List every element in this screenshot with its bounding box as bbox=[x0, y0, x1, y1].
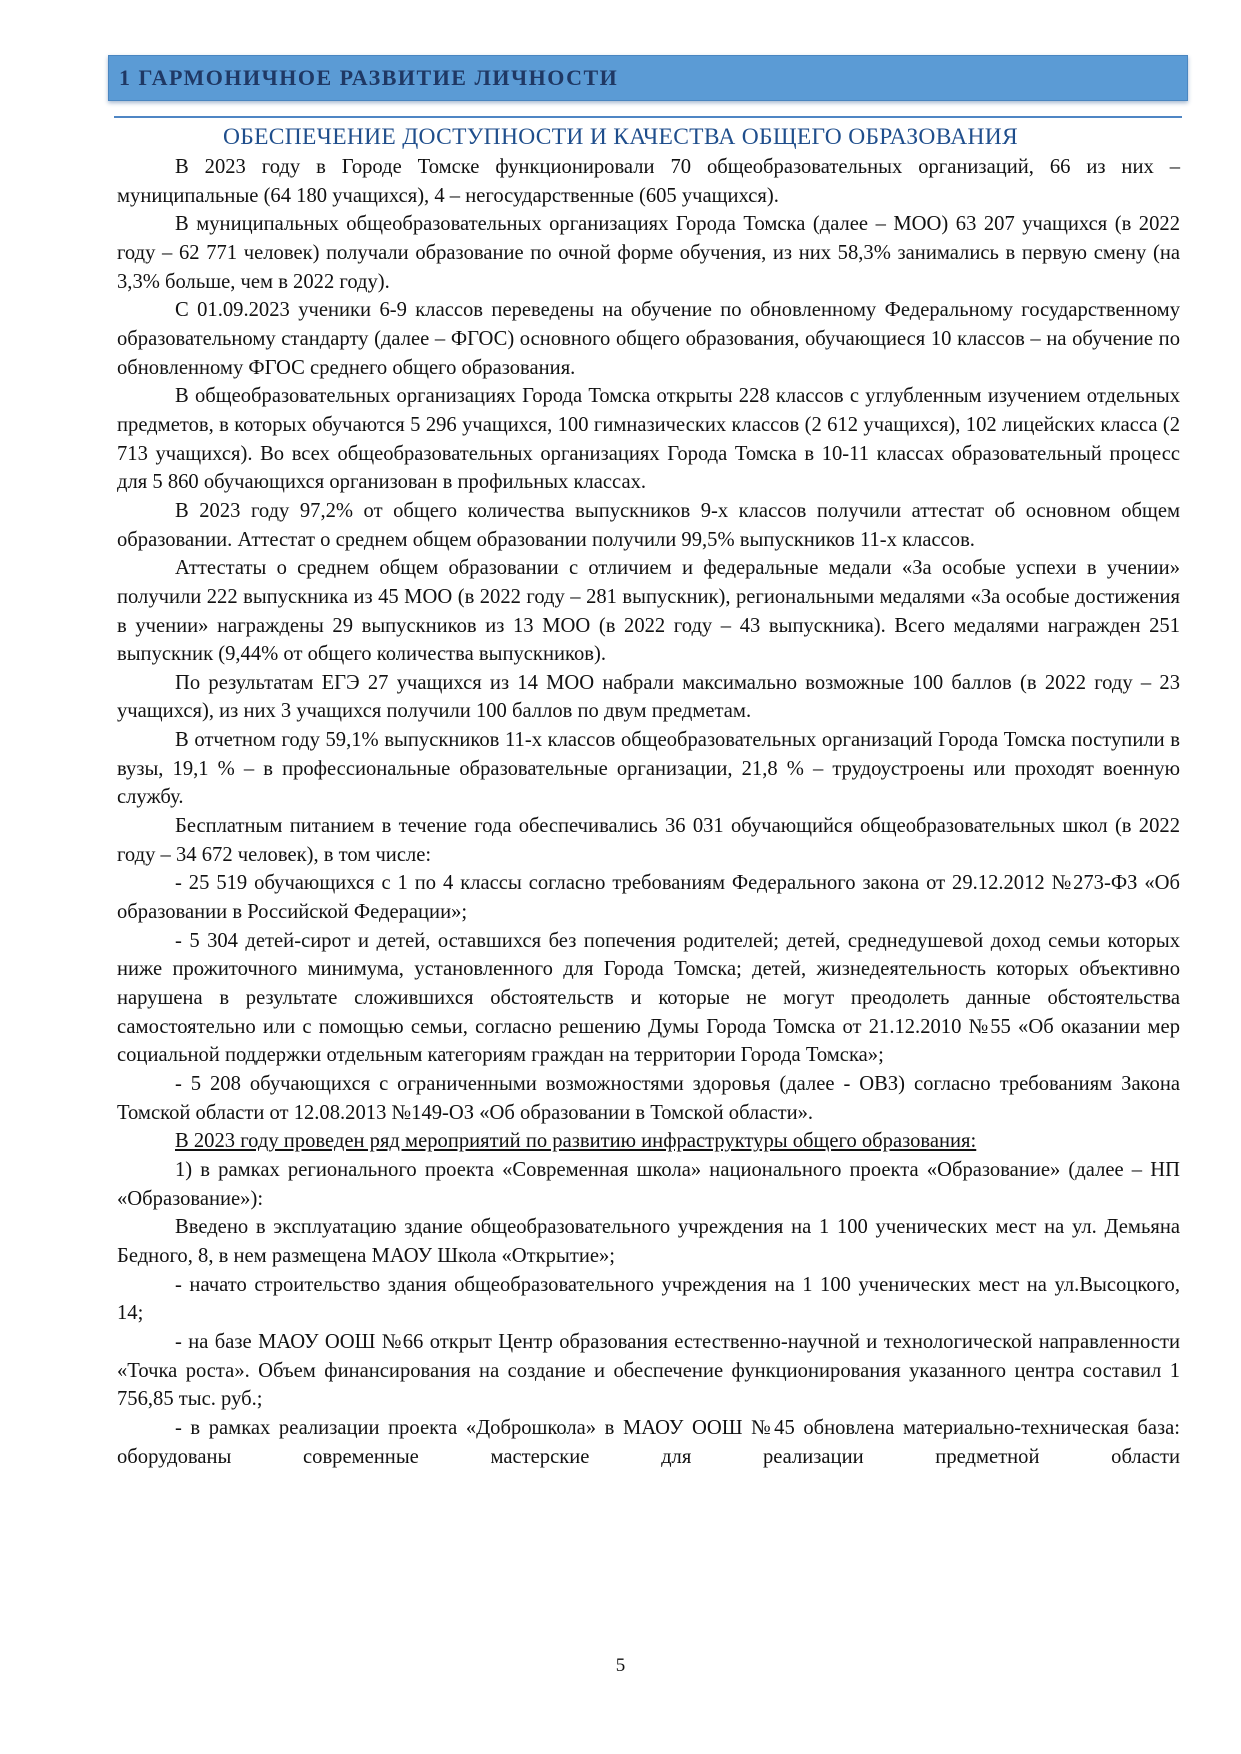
paragraph: С 01.09.2023 ученики 6-9 классов переведены на обучение по обновленному Федеральному государственному образовательному стандарту (далее – ФГОС) основного общего образования, обучающиеся 10 классов – на обучение по обновленному ФГОС среднего общего образования. bbox=[117, 299, 1180, 379]
page-number: 5 bbox=[615, 1655, 626, 1676]
chapter-banner bbox=[108, 55, 1188, 101]
paragraph: В отчетном году 59,1% выпускников 11-х классов общеобразовательных организаций Города Томска поступили в вузы, 19,1 % – в профессиональные образовательные организации, 21,8 % – трудоустроены или проходят военную службу. bbox=[117, 729, 1180, 809]
divider bbox=[114, 116, 1182, 118]
paragraph: - в рамках реализации проекта «Доброшкола» в МАОУ ООШ №45 обновлена материально-техническая база: оборудованы современные мастерские для реализации предметной области bbox=[117, 1416, 1180, 1468]
paragraph: - 5 304 детей-сирот и детей, оставшихся без попечения родителей; детей, среднедушевой доход семьи которых ниже прожиточного минимума, установленного для Города Томска; детей, жизнедеятельность которых объективно нарушена в результате сложившихся обстоятельств и которые не могут преодолеть данные обстоятельства самостоятельно или с помощью семьи, согласно решению Думы Города Томска от 21.12.2010 №55 «Об оказании мер социальной поддержки отдельным категориям граждан на территории Города Томска»; bbox=[117, 929, 1180, 1067]
paragraph: Бесплатным питанием в течение года обеспечивались 36 031 обучающийся общеобразовательных школ (в 2022 году – 34 672 человек), в том числе: bbox=[117, 815, 1180, 866]
paragraph: Введено в эксплуатацию здание общеобразовательного учреждения на 1 100 ученических мест на ул. Демьяна Бедного, 8, в нем размещена МАОУ Школа «Открытие»; bbox=[117, 1216, 1180, 1267]
paragraph: - на базе МАОУ ООШ №66 открыт Центр образования естественно-научной и технологической направленности «Точка роста». Объем финансирования на создание и обеспечение функционирования указанного центра составил 1 756,85 тыс. руб.; bbox=[117, 1330, 1180, 1411]
paragraph: - начато строительство здания общеобразовательного учреждения на 1 100 ученических мест на ул.Высоцкого, 14; bbox=[117, 1273, 1180, 1325]
paragraph: В муниципальных общеобразовательных организациях Города Томска (далее – МОО) 63 207 учащихся (в 2022 году – 62 771 человек) получали образование по очной форме обучения, из них 58,3% занимались в первую смену (на 3,3% больше, чем в 2022 году). bbox=[117, 213, 1180, 293]
paragraph: - 5 208 обучающихся с ограниченными возможностями здоровья (далее - ОВЗ) согласно требованиям Закона Томской области от 12.08.2013 №149-ОЗ «Об образовании в Томской области». bbox=[117, 1073, 1180, 1124]
paragraph: В общеобразовательных организациях Города Томска открыты 228 классов с углубленным изучением отдельных предметов, в которых обучаются 5 296 учащихся, 100 гимназических классов (2 612 учащихся), 102 лицейских класса (2 713 учащихся). Во всех общеобразовательных организациях Города Томска в 10-11 классах образовательный процесс для 5 860 обучающихся организован в профильных классах. bbox=[117, 385, 1180, 494]
paragraph: 1) в рамках регионального проекта «Современная школа» национального проекта «Образование» (далее – НП «Образование»): bbox=[117, 1158, 1180, 1210]
chapter-title: 1 ГАРМОНИЧНОЕ РАЗВИТИЕ ЛИЧНОСТИ bbox=[119, 65, 619, 90]
underlined-text: В 2023 году проведен ряд мероприятий по развитию инфраструктуры общего образования: bbox=[175, 1130, 977, 1153]
section-title: ОБЕСПЕЧЕНИЕ ДОСТУПНОСТИ И КАЧЕСТВА ОБЩЕГО ОБРАЗОВАНИЯ bbox=[223, 124, 1018, 150]
paragraph: В 2023 году в Городе Томске функционировали 70 общеобразовательных организаций, 66 из них – муниципальные (64 180 учащихся), 4 – негосударственные (605 учащихся). bbox=[117, 156, 1180, 207]
paragraph: По результатам ЕГЭ 27 учащихся из 14 МОО набрали максимально возможные 100 баллов (в 2022 году – 23 учащихся), из них 3 учащихся получили 100 баллов по двум предметам. bbox=[117, 671, 1180, 723]
paragraph: Аттестаты о среднем общем образовании с отличием и федеральные медали «За особые успехи в учении» получили 222 выпускника из 45 МОО (в 2022 году – 281 выпускник), региональными медалями «За особые достижения в учении» награждены 29 выпускников из 13 МОО (в 2022 году – 43 выпускника). Всего медалями награжден 251 выпускник (9,44% от общего количества выпускников). bbox=[117, 557, 1180, 666]
paragraph: В 2023 году 97,2% от общего количества выпускников 9-х классов получили аттестат об основном общем образовании. Аттестат о среднем общем образовании получили 99,5% выпускников 11-х классов. bbox=[117, 499, 1180, 551]
paragraph: - 25 519 обучающихся с 1 по 4 классы согласно требованиям Федерального закона от 29.12.2012 №273-ФЗ «Об образовании в Российской Федерации»; bbox=[117, 872, 1180, 924]
document-body bbox=[117, 153, 1180, 1471]
underlined-heading-paragraph bbox=[117, 1127, 1180, 1156]
